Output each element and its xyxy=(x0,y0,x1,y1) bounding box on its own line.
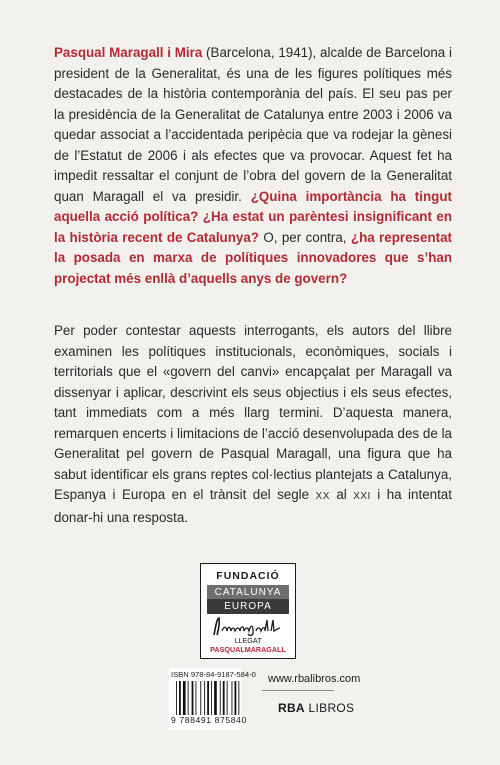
publisher-brand: RBA LIBROS xyxy=(278,701,355,715)
author-name: Pasqual Maragall i Mira xyxy=(54,45,203,60)
body-text-before: Per poder contestar aquests interrogants, els autors del llibre examinen les polítiques institucionals, econòmiques, socials i territorials que el «govern del canvi» encapçalat per Maragall va dissenyar i aplicar, descrivint els seus objectius i els seus efectes, tant immediats com a més llarg termini. D’aquesta manera, remarquen encerts i limitacions de l’acció desenvolupada des de la Generalitat pel govern de Pasqual Maragall, una figura que ha sabut identificar els grans reptes col·lectius plantejats a Catalunya, Espanya i Europa en el trànsit del segle xyxy=(54,323,452,502)
signature-icon xyxy=(210,616,286,638)
logo-europa: EUROPA xyxy=(207,599,289,614)
century-21: XXI xyxy=(353,491,371,502)
logo-catalunya: CATALUNYA xyxy=(207,585,289,599)
question-1: ¿Quina importància ha tingut aquella acció política? ¿Ha estat un parèntesi insignificant en la història recent de Catalunya? xyxy=(54,188,452,245)
publisher-website: www.rbalibros.com xyxy=(268,673,361,685)
logo-fundacio: FUNDACIÓ xyxy=(216,570,280,582)
body-and: al xyxy=(329,487,354,502)
body-paragraph xyxy=(54,321,452,528)
logo-legat: LLEGAT PASQUALMARAGALL xyxy=(210,636,286,654)
intro-paragraph xyxy=(54,43,452,289)
connector-text: O, per contra, xyxy=(259,229,351,245)
barcode-number: 9 788491 875840 xyxy=(171,715,247,725)
body-text-after: i ha intentat donar-hi una resposta. xyxy=(54,487,452,525)
divider xyxy=(262,690,334,691)
isbn-text: ISBN 978-84-9187-584-0 xyxy=(171,670,256,679)
fundacio-logo xyxy=(200,563,296,659)
bio-text: (Barcelona, 1941), alcalde de Barcelona i president de la Generalitat, és una de les figures polítiques més destacades de la història contemporània del país. El seu pas per la presidència de la Generalitat de Catalunya entre 2003 i 2006 va quedar associat a l’accidentada peripècia que va rodejar la gènesi de l’Estatut de 2006 i als efectes que va provocar. Aquest fet ha impedit ressaltar el conjunt de l’obra del govern de la Generalitat quan Maragall el va presidir. xyxy=(54,45,452,204)
century-20: XX xyxy=(315,491,330,502)
question-2: ¿ha representat la posada en marxa de polítiques innovadores que s’han projectat més enllà d’aquells anys de govern? xyxy=(54,229,452,286)
logo-legat-name: PASQUALMARAGALL xyxy=(210,645,286,654)
barcode-icon xyxy=(176,681,240,715)
